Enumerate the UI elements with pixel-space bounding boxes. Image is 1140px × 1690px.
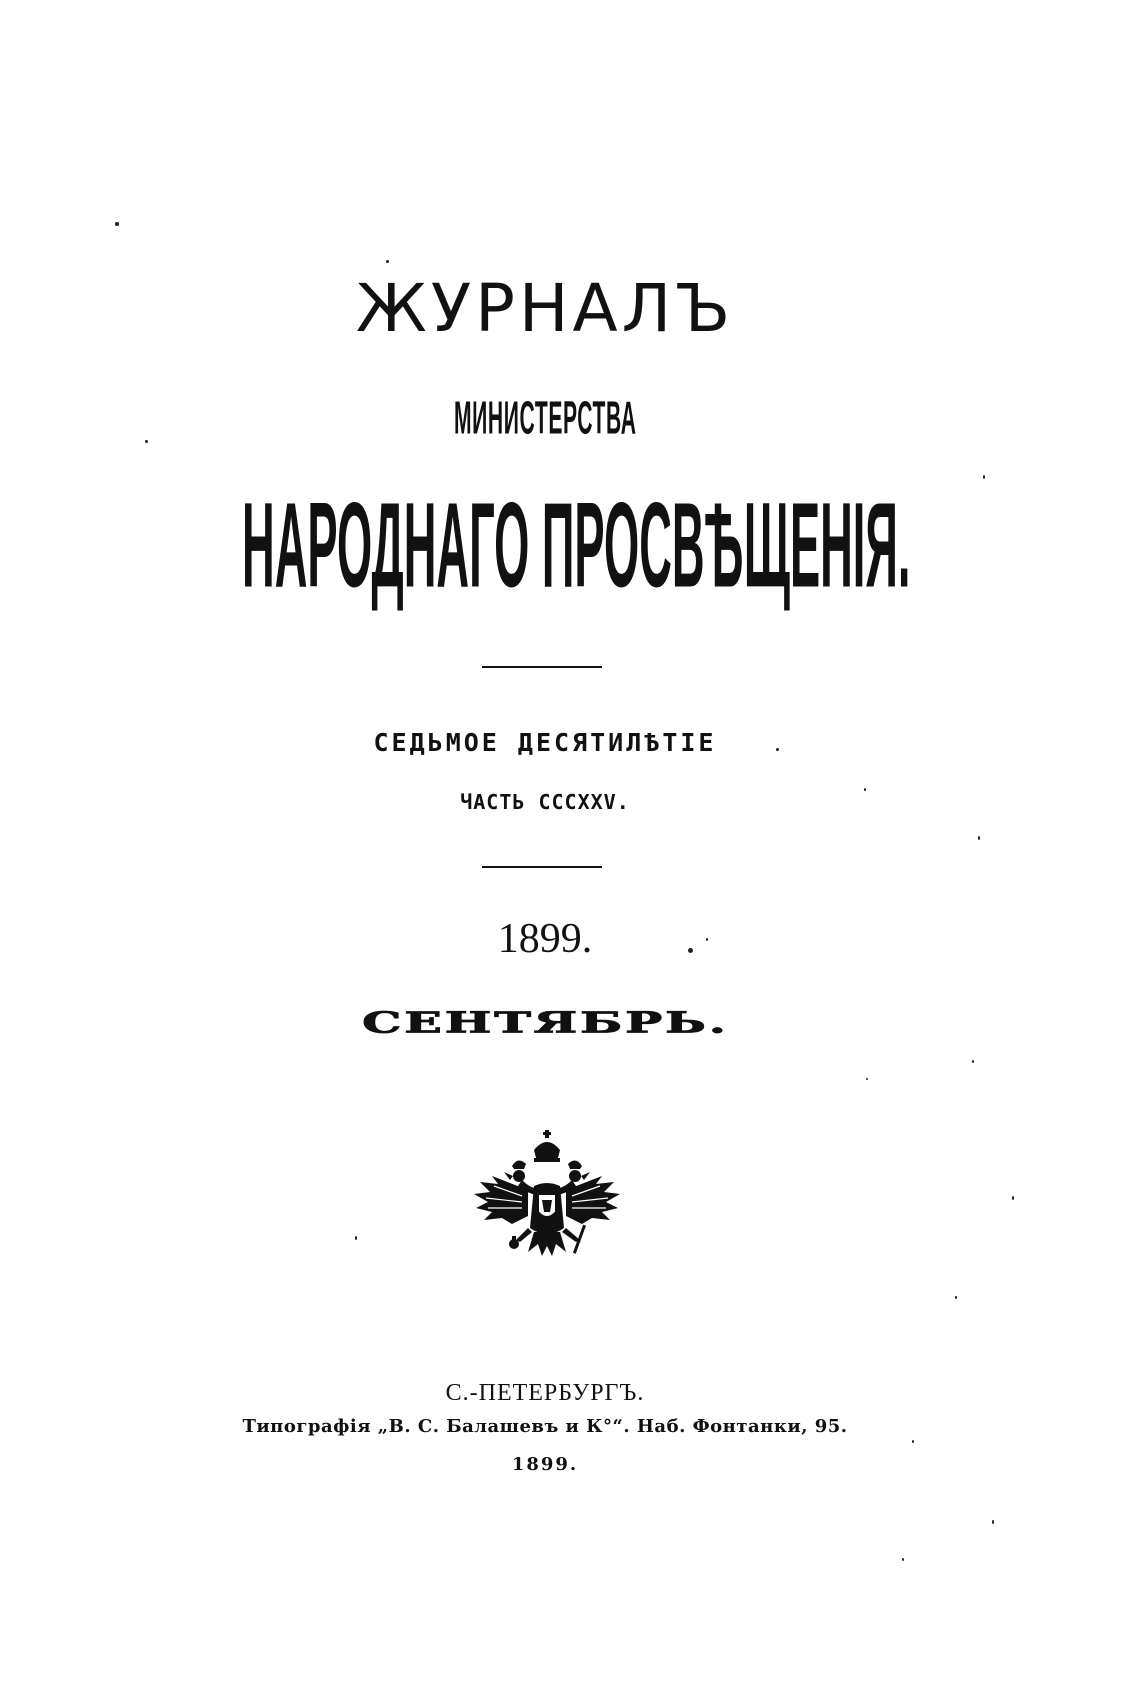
scan-speck [978,836,980,840]
part-number: ЧАСТЬ CCCXXV. [460,790,630,814]
issue-year: 1899. [497,916,593,962]
scan-speck [866,1078,868,1080]
scan-speck [688,948,693,953]
scan-speck [1012,1196,1014,1200]
scan-speck [776,748,779,751]
scan-speck [115,222,119,226]
public-education-title-text: НАРОДНАГО ПРОСВѢЩЕНІЯ. [242,476,911,613]
scan-speck [992,1520,994,1524]
journal-title: ЖУРНАЛЪ [355,270,735,347]
scan-speck [386,260,389,263]
divider-rule [482,866,602,868]
divider-rule [482,666,602,668]
imprint-city: С.-ПЕТЕРБУРГЪ. [445,1380,645,1406]
decade-subtitle: СЕДЬМОЕ ДЕСЯТИЛѢТІЕ [373,728,717,757]
scan-speck [983,475,985,479]
imprint-press: Типографія „В. С. Балашевъ и К°“. Наб. Фонтанки, 95. [242,1416,848,1437]
scan-speck [902,1558,904,1561]
public-education-title [0,476,1090,613]
double-headed-eagle-emblem-icon [472,1128,622,1278]
ministry-title [0,393,1090,445]
scan-speck [355,1236,357,1240]
scan-speck [864,788,866,791]
scan-speck [145,440,148,443]
issue-month-text: СЕНТЯБРЬ. [361,1006,729,1040]
scan-speck [955,1296,957,1299]
issue-month [0,1003,1090,1043]
scan-speck [912,1440,914,1443]
scan-speck [972,1060,974,1063]
ministry-title-text: МИНИСТЕРСТВА [453,393,637,445]
imprint-year: 1899. [511,1454,579,1475]
scan-speck [706,938,708,941]
